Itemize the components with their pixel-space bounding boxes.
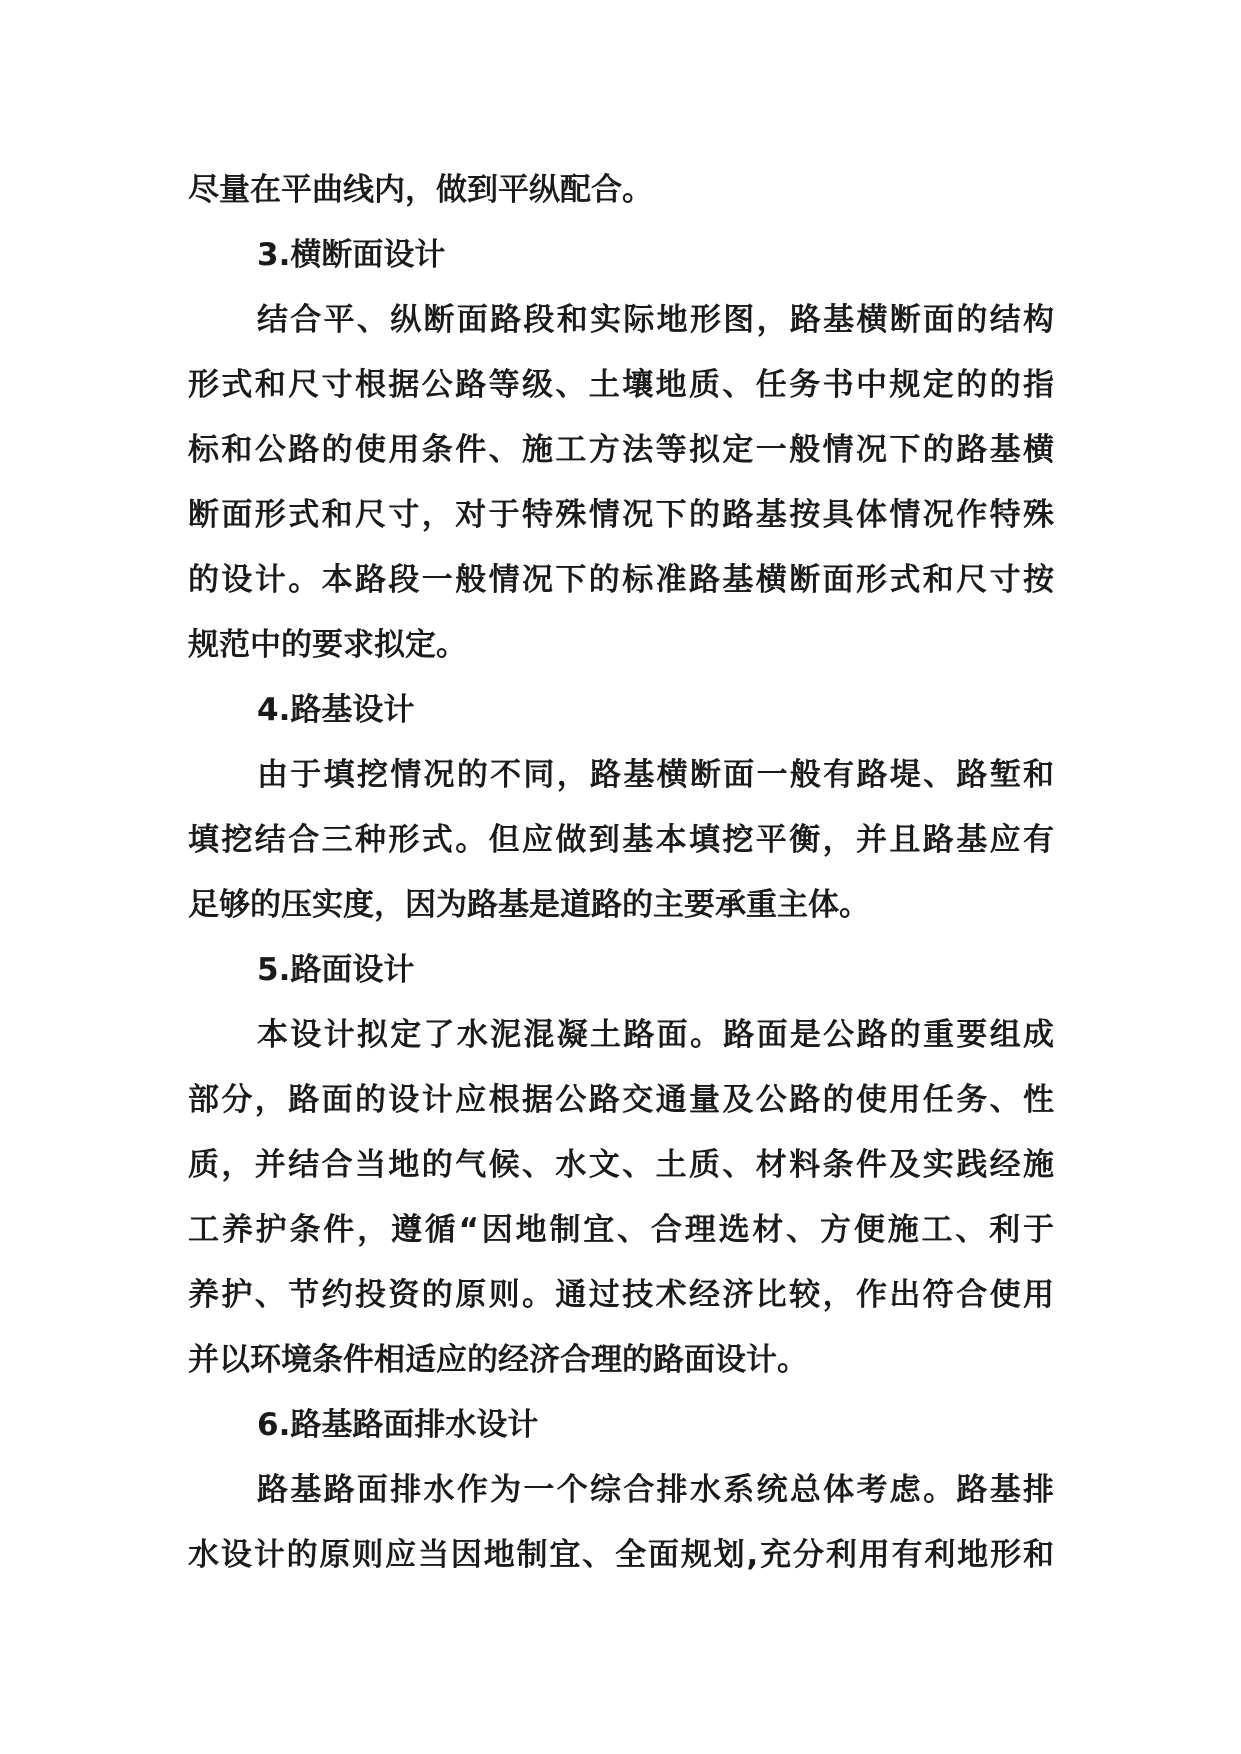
text-line-10: 由于填挖情况的不同，路基横断面一般有路堤、路堑和 [257, 757, 1054, 793]
section-heading-5: 5.路面设计 [257, 952, 415, 988]
text-line-12: 足够的压实度，因为路基是道路的主要承重主体。 [188, 887, 870, 923]
document-page [188, 158, 1054, 1588]
section-heading-4: 4.路基设计 [257, 692, 415, 728]
text-line-15: 部分，路面的设计应根据公路交通量及公路的使用任务、性 [188, 1082, 1054, 1118]
text-line-5: 标和公路的使用条件、施工方法等拟定一般情况下的路基横 [188, 432, 1054, 468]
text-line-17: 工养护条件，遵循“因地制宜、合理选材、方便施工、利于 [188, 1212, 1054, 1248]
text-line-8: 规范中的要求拟定。 [188, 627, 467, 663]
section-heading-3: 3.横断面设计 [257, 237, 446, 273]
text-line-6: 断面形式和尺寸，对于特殊情况下的路基按具体情况作特殊 [188, 497, 1054, 533]
section-heading-6: 6.路基路面排水设计 [257, 1407, 539, 1443]
text-line-18: 养护、节约投资的原则。通过技术经济比较，作出符合使用 [188, 1277, 1054, 1313]
text-line-4: 形式和尺寸根据公路等级、土壤地质、任务书中规定的的指 [188, 367, 1054, 403]
text-line-3: 结合平、纵断面路段和实际地形图，路基横断面的结构 [257, 302, 1054, 338]
text-line-1: 尽量在平曲线内，做到平纵配合。 [188, 172, 653, 208]
text-line-16: 质，并结合当地的气候、水文、土质、材料条件及实践经施 [188, 1147, 1054, 1183]
text-line-14: 本设计拟定了水泥混凝土路面。路面是公路的重要组成 [257, 1017, 1054, 1053]
text-line-7: 的设计。本路段一般情况下的标准路基横断面形式和尺寸按 [188, 562, 1054, 598]
text-line-19: 并以环境条件相适应的经济合理的路面设计。 [188, 1342, 808, 1378]
text-line-22: 水设计的原则应当因地制宜、全面规划,充分利用有利地形和 [188, 1537, 1054, 1573]
text-line-11: 填挖结合三种形式。但应做到基本填挖平衡，并且路基应有 [188, 822, 1054, 858]
text-line-21: 路基路面排水作为一个综合排水系统总体考虑。路基排 [257, 1472, 1054, 1508]
